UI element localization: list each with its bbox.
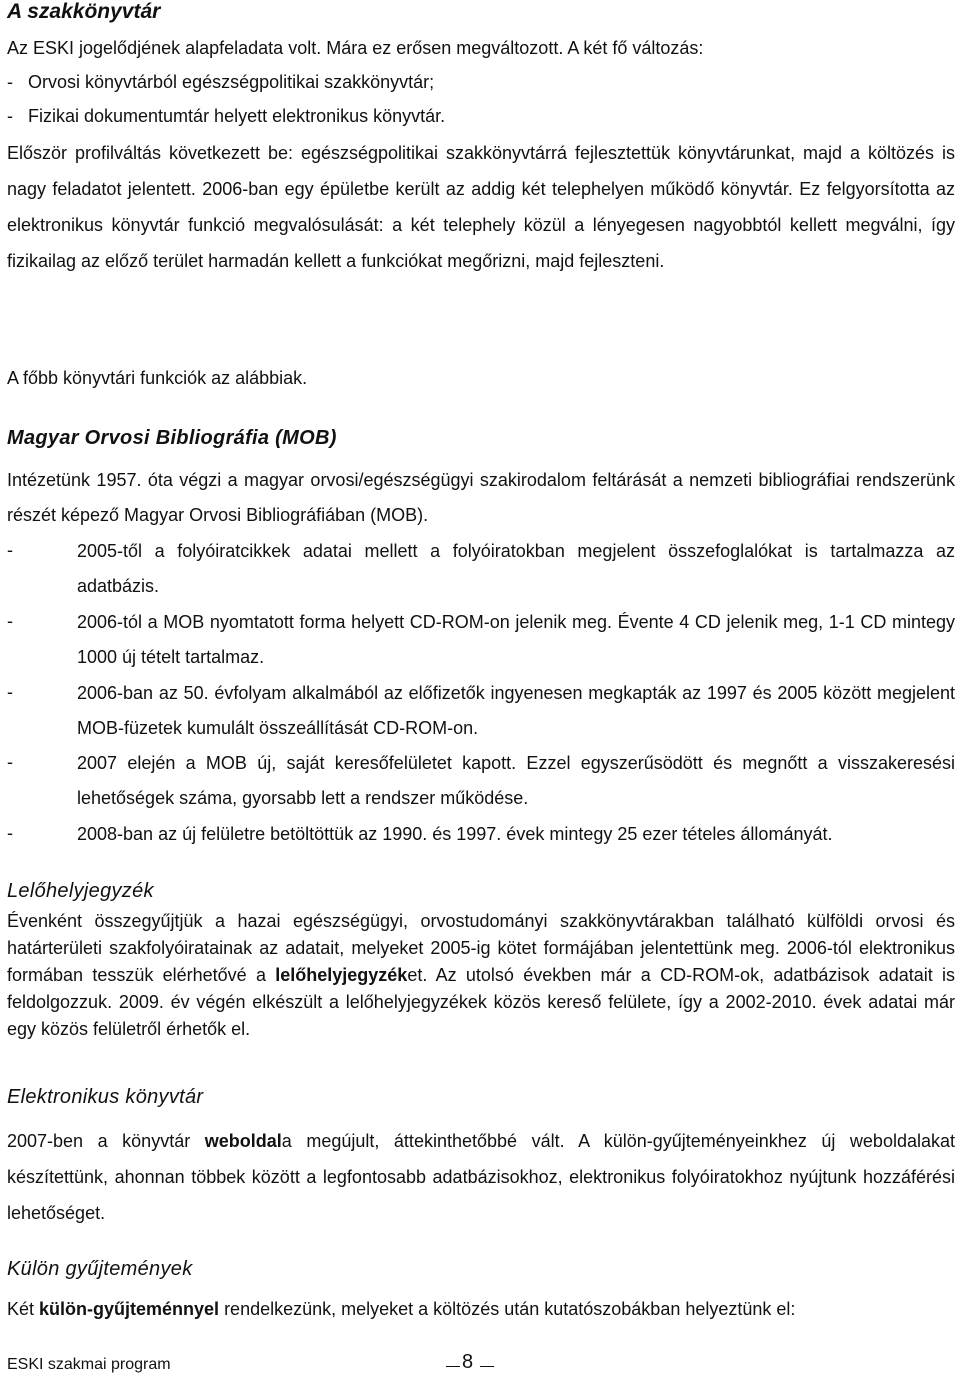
paragraph-text: et. Az utolsó években már a CD-ROM-ok, adatbázisok adatait is feldolgozzuk. 2009. év végén elkészült a lelőhelyjegyzékek közös kereső felülete, így a 2002-2010. évek adatai már egy közös felületről érhetők el. (7, 965, 955, 1039)
bold-term: lelőhelyjegyzék (275, 965, 408, 985)
list-item: 2007 elején a MOB új, saját keresőfelületet kapott. Ezzel egyszerűsödött és megnőtt a visszakeresési lehetőségek száma, gyorsabb lett a rendszer működése. (77, 753, 955, 808)
kulon-gyujtemenyek-paragraph (7, 1297, 955, 1322)
list-dash: - (7, 823, 13, 843)
list-dash: - (7, 752, 13, 772)
section-title-lelohelyjegyzek: Lelőhelyjegyzék (7, 880, 154, 902)
section-title-elektronikus-konyvtar: Elektronikus könyvtár (7, 1086, 204, 1108)
list-dash: - (7, 682, 13, 702)
list-item: 2008-ban az új felületre betöltöttük az 1990. és 1997. évek mintegy 25 ezer tételes állományát. (77, 824, 833, 844)
mob-intro-paragraph: Intézetünk 1957. óta végzi a magyar orvosi/egészségügyi szakirodalom feltárását a nemzeti bibliográfiai rendszerünk részét képező Magyar Orvosi Bibliográfiában (MOB). (7, 470, 955, 525)
section-title-mob: Magyar Orvosi Bibliográfia (MOB) (7, 427, 337, 449)
change-bullet-1: - Orvosi könyvtárból egészségpolitikai szakkönyvtár; (7, 72, 435, 92)
section-title-szakkonyvtar: A szakkönyvtár (7, 0, 161, 23)
list-dash: - (7, 540, 13, 560)
lelohelyjegyzek-paragraph (7, 908, 955, 1043)
list-item: 2005-től a folyóiratcikkek adatai mellett a folyóiratokban megjelent összefoglalókat is tartalmazza az adatbázis. (77, 541, 955, 596)
paragraph-text: a megújult, áttekinthetőbbé vált. A külön-gyűjteményeinkhez új weboldalakat készítettünk, ahonnan többek között a legfontosabb adatbázisokhoz, elektronikus folyóiratokhoz nyújtunk hozzáférési lehetőséget. (7, 1131, 955, 1223)
footer-program-name: ESKI szakmai program (7, 1356, 171, 1373)
bold-term: weboldal (204, 1131, 282, 1151)
intro-paragraph: Az ESKI jogelődjének alapfeladata volt. Mára ez erősen megváltozott. A két fő változás: (7, 38, 704, 58)
list-item: 2006-ban az 50. évfolyam alkalmából az előfizetők ingyenesen megkapták az 1997 és 2005 között megjelent MOB-füzetek kumulált összeállítását CD-ROM-on. (77, 683, 955, 738)
section-title-kulon-gyujtemenyek: Külön gyűjtemények (7, 1258, 193, 1280)
paragraph-text: 2007-ben a könyvtár (7, 1131, 205, 1151)
list-dash: - (7, 611, 13, 631)
page-number: 8 (462, 1351, 474, 1373)
paragraph-text: Évenként összegyűjtjük a hazai egészségügyi, orvostudományi szakkönyvtárakban található külföldi orvosi és határterületi szakfolyóiratainak az adatait, melyeket 2005-ig kötet formájában jelentettünk meg. 2006-tól elektronikus formában tesszük elérhetővé a (7, 911, 955, 985)
footer-rule-right (480, 1366, 494, 1367)
change-bullet-2: - Fizikai dokumentumtár helyett elektronikus könyvtár. (7, 106, 446, 126)
footer-rule-left (446, 1366, 460, 1367)
paragraph-text: Két (7, 1299, 40, 1319)
elektronikus-konyvtar-paragraph (7, 1123, 955, 1231)
bold-term: külön-gyűjteménnyel (39, 1299, 220, 1319)
functions-intro: A főbb könyvtári funkciók az alábbiak. (7, 368, 308, 388)
profile-change-paragraph: Először profilváltás következett be: egészségpolitikai szakkönyvtárrá fejlesztettük könyvtárunkat, majd a költözés is nagy feladatot jelentett. 2006-ban egy épületbe került az addig két telephelyen működő könyvtár. Ez felgyorsította az elektronikus könyvtár funkció megvalósulását: a két telephely közül a lényegesen nagyobbtól kellett megválni, így fizikailag az előző terület harmadán kellett a funkciókat megőrizni, majd fejleszteni. (7, 143, 955, 271)
paragraph-text: rendelkezünk, melyeket a költözés után kutatószobákban helyeztünk el: (219, 1299, 796, 1319)
list-item: 2006-tól a MOB nyomtatott forma helyett CD-ROM-on jelenik meg. Évente 4 CD jelenik meg, 1-1 CD mintegy 1000 új tételt tartalmaz. (77, 612, 955, 667)
